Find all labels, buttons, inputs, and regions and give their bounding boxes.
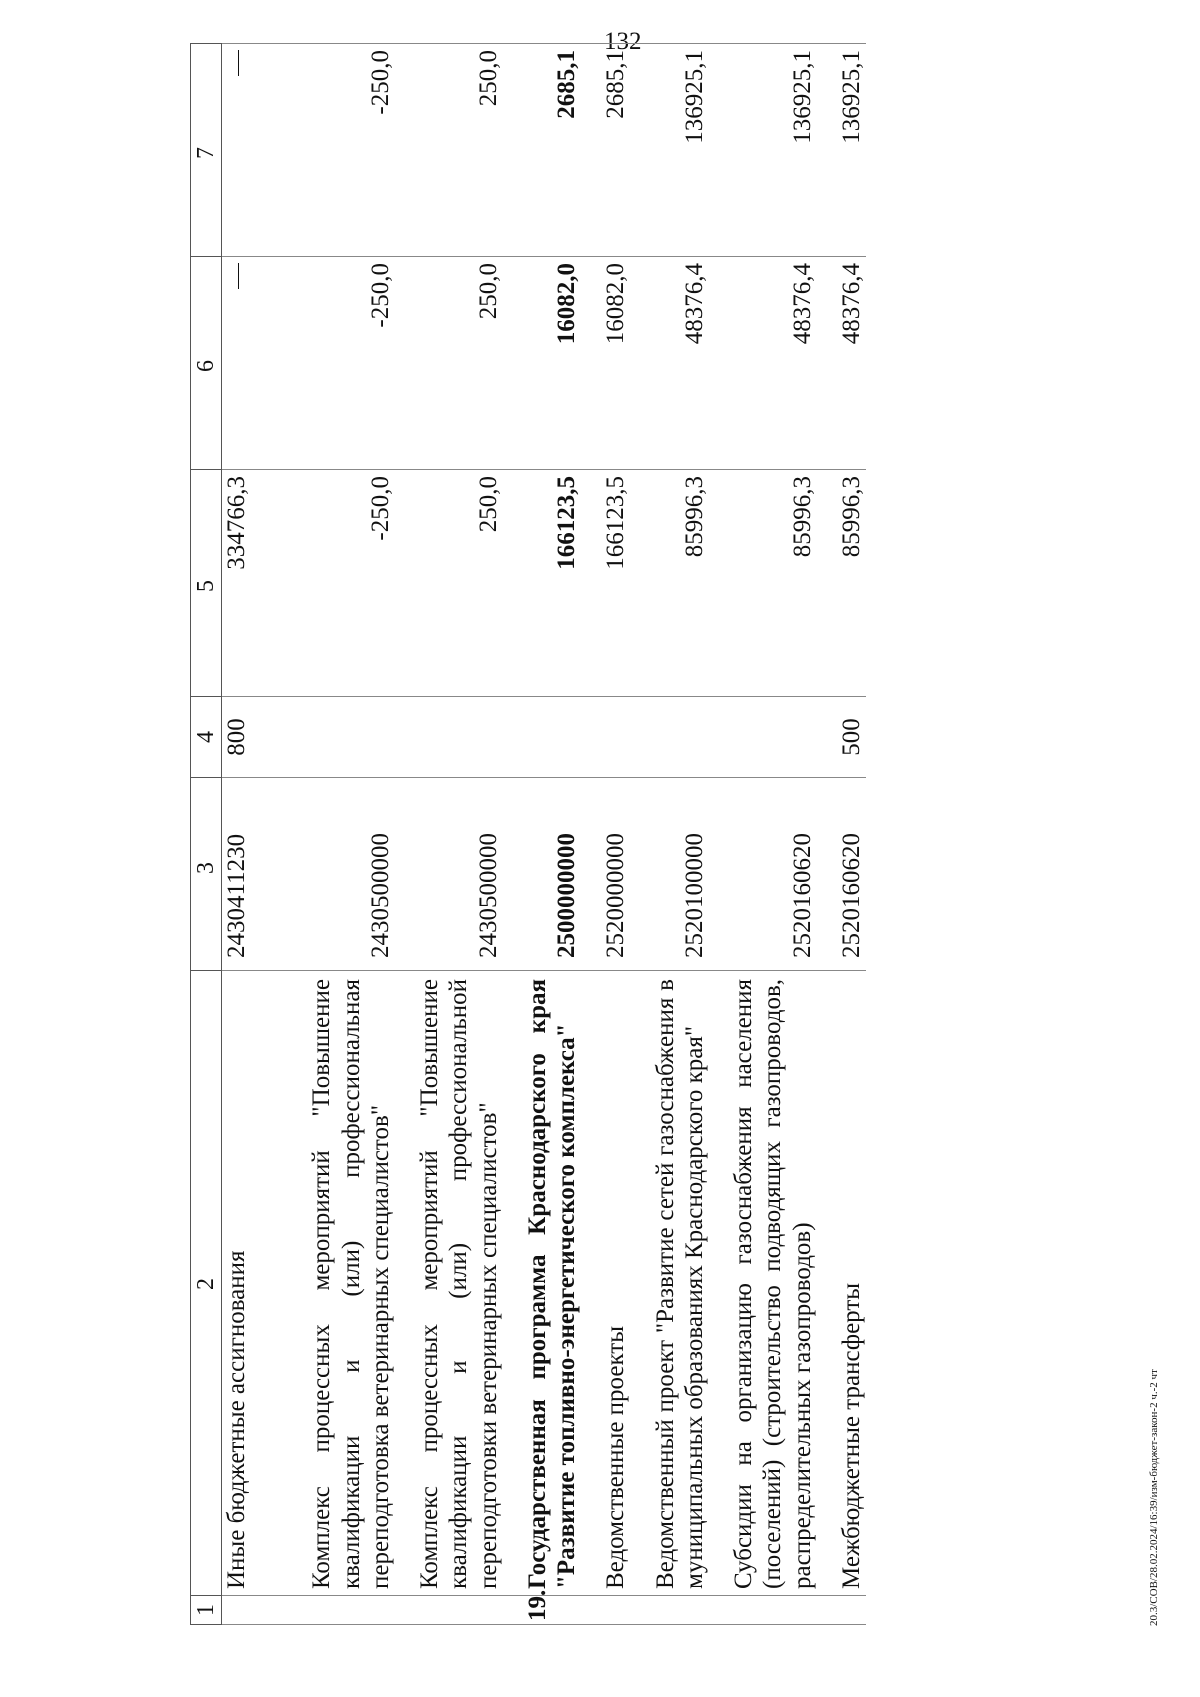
- row-name: Ведомственные проекты: [601, 971, 630, 1596]
- header-col-6: 6: [191, 257, 222, 470]
- table-row: [837, 44, 866, 1625]
- row-type: [729, 697, 817, 778]
- table-row: [729, 44, 817, 1625]
- table-row-program: [523, 44, 582, 1625]
- row-name: Комплекс процессных мероприятий "Повышение квалификации и (или) профессиональная переподготовка ветеринарных специалистов": [307, 971, 395, 1596]
- row-code: 2430500000: [307, 778, 395, 971]
- dash-mark: [238, 263, 239, 289]
- row-code: 2520160620: [837, 778, 866, 971]
- table-row: [222, 44, 252, 1625]
- header-col-2: 2: [191, 971, 222, 1596]
- budget-table: [190, 43, 866, 1625]
- row-code: 2520160620: [729, 778, 817, 971]
- header-col-5: 5: [191, 470, 222, 697]
- row-value-5: -250,0: [307, 470, 395, 697]
- table-row: [415, 44, 503, 1625]
- row-value-7: 136925,1: [729, 44, 817, 257]
- row-code: 2430411230: [222, 778, 252, 971]
- row-type: [523, 697, 582, 778]
- row-type: [307, 697, 395, 778]
- row-value-5: 166123,5: [601, 470, 630, 697]
- row-code: 2500000000: [523, 778, 582, 971]
- row-name: Субсидии на организацию газоснабжения населения (поселений) (строительство подводящих газопроводов, распределительных газопроводов): [729, 971, 817, 1596]
- row-type: [601, 697, 630, 778]
- row-name: Ведомственный проект "Развитие сетей газоснабжения в муниципальных образованиях Краснодарского края": [651, 971, 710, 1596]
- row-name: Межбюджетные трансферты: [837, 971, 866, 1596]
- row-name: Иные бюджетные ассигнования: [222, 971, 252, 1596]
- row-value-6: [222, 257, 252, 470]
- table-row: [651, 44, 710, 1625]
- row-value-6: 48376,4: [837, 257, 866, 470]
- row-value-6: 16082,0: [523, 257, 582, 470]
- page-number: 132: [604, 28, 642, 55]
- row-value-7: 136925,1: [837, 44, 866, 257]
- row-value-6: 48376,4: [651, 257, 710, 470]
- dash-mark: [238, 50, 239, 76]
- row-value-5: 85996,3: [729, 470, 817, 697]
- row-name: 19. Государственная программа Краснодарского края "Развитие топливно-энергетического комплекса": [523, 971, 582, 1596]
- row-value-6: 48376,4: [729, 257, 817, 470]
- row-number: 19.: [523, 1589, 551, 1621]
- row-type: 500: [837, 697, 866, 778]
- row-type: [415, 697, 503, 778]
- table-row: [307, 44, 395, 1625]
- row-type: 800: [222, 697, 252, 778]
- row-type: [651, 697, 710, 778]
- table-row: [601, 44, 630, 1625]
- row-code: 2520000000: [601, 778, 630, 971]
- row-value-7: -250,0: [307, 44, 395, 257]
- row-value-6: 250,0: [415, 257, 503, 470]
- row-value-7: 2685,1: [601, 44, 630, 257]
- row-value-7: 250,0: [415, 44, 503, 257]
- row-value-5: 85996,3: [837, 470, 866, 697]
- row-value-5: 85996,3: [651, 470, 710, 697]
- header-col-1: 1: [191, 1596, 222, 1625]
- row-name: Комплекс процессных мероприятий "Повышение квалификации и (или) профессиональной переподготовки ветеринарных специалистов": [415, 971, 503, 1596]
- footer-document-code: 20.3/СОВ/28.02.2024/16:39/изм-бюджет-закон-2 ч.-2 чт: [1148, 1369, 1160, 1626]
- header-col-3: 3: [191, 778, 222, 971]
- header-col-4: 4: [191, 697, 222, 778]
- header-col-7: 7: [191, 44, 222, 257]
- row-value-7: 136925,1: [651, 44, 710, 257]
- row-value-5: 334766,3: [222, 470, 252, 697]
- table-header-row: [191, 44, 222, 1625]
- rotated-table-wrapper: [190, 50, 1090, 1625]
- row-value-6: -250,0: [307, 257, 395, 470]
- row-code: 2520100000: [651, 778, 710, 971]
- row-value-5: 250,0: [415, 470, 503, 697]
- row-value-7: [222, 44, 252, 257]
- row-value-5: 166123,5: [523, 470, 582, 697]
- row-code: 2430500000: [415, 778, 503, 971]
- row-value-6: 16082,0: [601, 257, 630, 470]
- row-value-7: 2685,1: [523, 44, 582, 257]
